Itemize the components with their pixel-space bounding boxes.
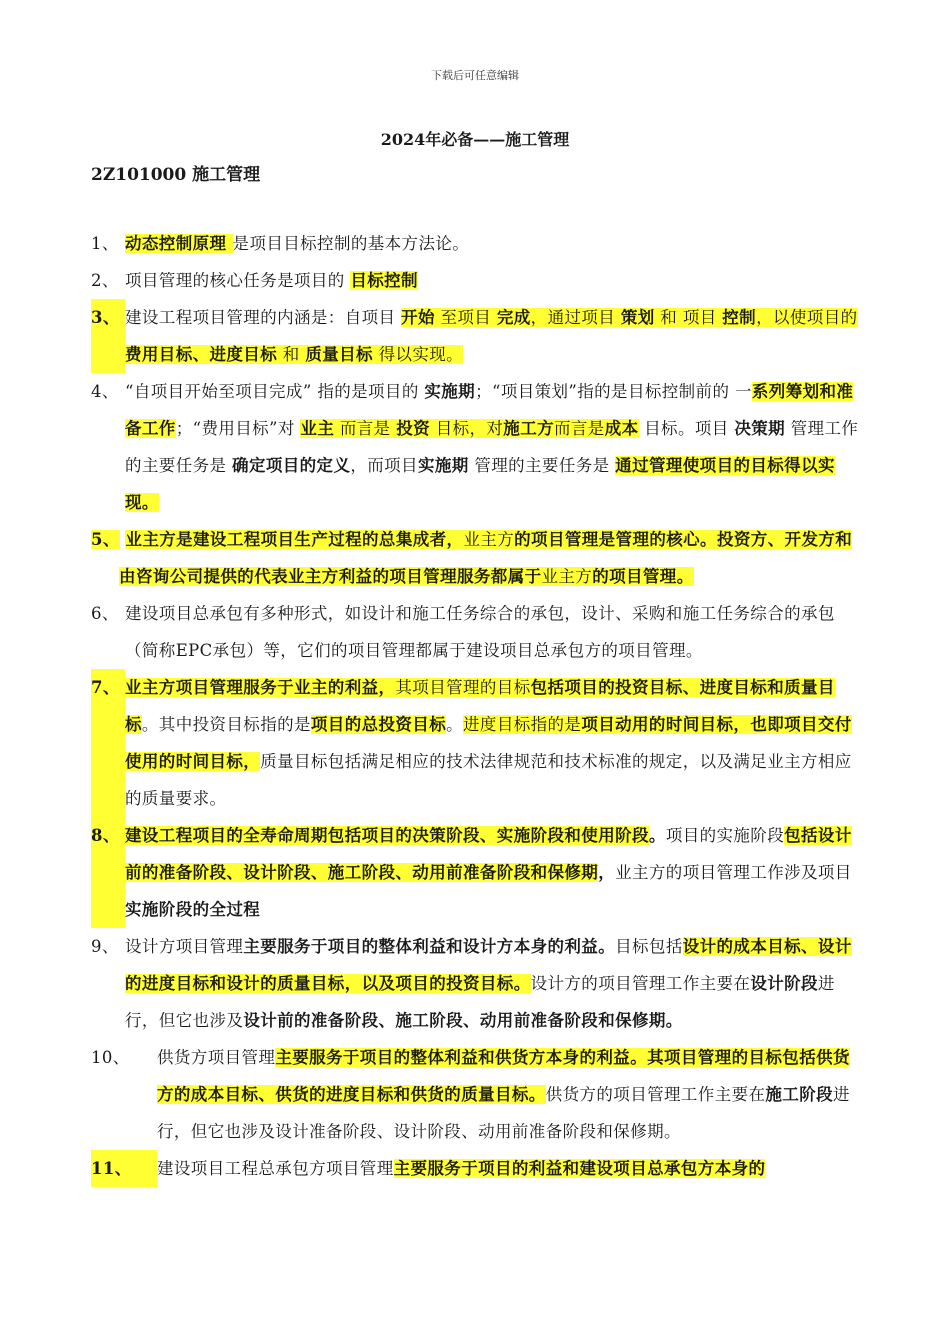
text-segment: ，通过项目 — [530, 308, 621, 327]
text-segment: 系列筹划和准备工作 — [125, 382, 854, 438]
text-segment: 业主方 — [541, 567, 593, 586]
item-list — [91, 225, 861, 1187]
text-segment: 包括设计前的准备阶段、设计阶段、施工阶段、动用前准备阶段和保修期 — [125, 826, 852, 882]
text-segment: 是项目目标控制的基本方法论。 — [232, 234, 470, 253]
text-segment: ；“费用目标”对 — [175, 419, 301, 438]
text-segment: 成本 — [604, 419, 639, 438]
text-segment: ， — [598, 863, 616, 882]
text-segment: 主要服务于项目的整体利益和设计方本身的利益。 — [243, 937, 616, 956]
item-number: 4、 — [91, 382, 119, 401]
text-segment: 动态控制原理 — [125, 234, 233, 253]
text-segment: 费用目标、进度目标 — [125, 345, 278, 364]
item-number: 8、 — [91, 817, 125, 928]
header-note: 下载后可任意编辑 — [431, 69, 519, 82]
item-text — [125, 373, 861, 521]
text-segment: 质量目标包括满足相应的技术法律规范和技术标准的规定，以及满足业主方相应的质量要求。 — [125, 752, 852, 808]
list-item-10 — [91, 1039, 861, 1150]
text-segment: 建设工程项目的全寿命周期包括项目的决策阶段、实施阶段和使用阶段 — [125, 826, 649, 845]
text-segment: 设计阶段 — [750, 974, 818, 993]
text-segment: 供货方项目管理 — [157, 1048, 276, 1067]
text-segment: 和 — [277, 345, 306, 364]
item-text — [125, 817, 861, 928]
item-number: 9、 — [91, 937, 119, 956]
text-segment: 进度目标指的是 — [463, 715, 582, 734]
item-number: 10、 — [91, 1048, 130, 1067]
text-segment: 业主方是建设工程项目生产过程的总集成者， — [125, 530, 464, 549]
item-text — [125, 669, 861, 817]
text-segment: 控制 — [722, 308, 757, 327]
text-segment: 项目的实施阶段 — [665, 826, 785, 845]
text-segment: 实施期 — [417, 456, 469, 475]
text-segment: 的项目管理是管理的核心。投资方、开发方和由咨询公司提供的代表业主方利益的项目管理服务都属于 — [119, 530, 853, 586]
text-segment: 建设项目总承包有多种形式，如设计和施工任务综合的承包，设计、采购和施工任务综合的承包（简称EPC承包）等，它们的项目管理都属于建设项目总承包方的项目管理。 — [125, 604, 835, 660]
text-segment: 实施阶段的全过程 — [125, 900, 261, 919]
item-number: 11、 — [91, 1150, 157, 1187]
text-segment: 供货方的项目管理工作主要在 — [545, 1085, 766, 1104]
item-text — [119, 530, 852, 586]
document-title: 2024年必备——施工管理 — [380, 130, 570, 149]
item-text — [125, 262, 861, 299]
text-segment: 完成 — [496, 308, 531, 327]
text-segment: 项目动用的时间目标，也即项目交付使用的时间目标， — [125, 715, 852, 771]
text-segment: 得以实现。 — [372, 345, 464, 364]
item-text — [157, 1039, 861, 1150]
text-segment: 设计前的准备阶段、施工阶段、动用前准备阶段和保修期。 — [243, 1011, 683, 1030]
item-number: 7、 — [91, 669, 125, 817]
text-segment: 主要服务于项目的整体利益和供货方本身的利益。其项目管理的目标包括供货方的成本目标、供货的进度目标和供货的质量目标。 — [157, 1048, 850, 1104]
text-segment: 业主方项目管理服务于业主的利益， — [125, 678, 396, 697]
text-segment: 管理的主要任务是 — [468, 456, 616, 475]
list-item-3 — [91, 299, 861, 373]
text-segment: 施工阶段 — [765, 1085, 834, 1104]
list-item-5 — [91, 521, 861, 595]
text-segment: 设计的成本目标、设计的进度目标和设计的质量目标，以及项目的投资目标。 — [125, 937, 852, 993]
text-segment: 建设工程项目管理的内涵是：自项目 — [125, 308, 402, 327]
list-item-7 — [91, 669, 861, 817]
text-segment: 质量目标 — [305, 345, 373, 364]
item-number: 1、 — [91, 234, 119, 253]
text-segment: ，以使项目的 — [756, 308, 858, 327]
text-segment: 管理工作的主要任务是 — [125, 419, 859, 475]
text-segment: 设计方的项目管理工作主要在 — [530, 974, 751, 993]
text-segment: 至项目 — [434, 308, 497, 327]
text-segment: 。 — [446, 715, 464, 734]
text-segment: 业主 — [300, 419, 335, 438]
text-segment: 目标包括 — [615, 937, 683, 956]
list-item-6 — [91, 595, 861, 669]
text-segment: 通过管理使项目的目标得以实现。 — [125, 456, 835, 512]
text-segment: 施工方 — [503, 419, 554, 438]
list-item-9 — [91, 928, 861, 1039]
text-segment: 包括项目的投资目标、进度目标和质量目标 — [125, 678, 835, 734]
text-segment: 的项目管理。 — [592, 567, 694, 586]
text-segment: 其项目管理的目标 — [395, 678, 531, 697]
item-number: 6、 — [91, 604, 119, 623]
text-segment: ，而项目 — [350, 456, 418, 475]
text-segment: 建设项目工程总承包方项目管理 — [157, 1159, 394, 1178]
list-item-1 — [91, 225, 861, 262]
item-text — [125, 595, 861, 669]
item-number: 3、 — [91, 299, 125, 373]
text-segment: 确定项目的定义 — [232, 456, 351, 475]
text-segment: 业主方的项目管理工作涉及项目 — [615, 863, 852, 882]
text-segment: 。 — [648, 826, 666, 845]
text-segment: 实施期 — [424, 382, 476, 401]
text-segment: 而言是 — [334, 419, 397, 438]
item-text — [125, 225, 861, 262]
item-text — [125, 299, 861, 373]
text-segment: 和 项目 — [654, 308, 723, 327]
text-segment: 决策期 — [734, 419, 786, 438]
item-number: 2、 — [91, 271, 119, 290]
list-item-2 — [91, 262, 861, 299]
item-number: 5、 — [91, 530, 120, 549]
text-segment: 投资 — [396, 419, 431, 438]
list-item-4 — [91, 373, 861, 521]
text-segment: 目标，对 — [430, 419, 504, 438]
text-segment: 设计方项目管理 — [125, 937, 244, 956]
text-segment: “自项目开始至项目完成” 指的是项目的 — [125, 382, 425, 401]
text-segment: 。其中投资目标指的是 — [141, 715, 311, 734]
item-text — [157, 1150, 861, 1187]
item-text — [125, 928, 861, 1039]
text-segment: 目标控制 — [350, 271, 418, 290]
text-segment: 主要服务于项目的利益和建设项目总承包方本身的 — [393, 1159, 766, 1178]
text-segment: ；“项目策划”指的是目标控制前的 一 — [475, 382, 752, 401]
text-segment: 项目管理的核心任务是项目的 — [125, 271, 351, 290]
text-segment: 目标。项目 — [638, 419, 735, 438]
text-segment: 业主方 — [463, 530, 515, 549]
text-segment: 而言是 — [554, 419, 605, 438]
list-item-8 — [91, 817, 861, 928]
text-segment: 策划 — [620, 308, 655, 327]
text-segment: 开始 — [401, 308, 435, 327]
text-segment: 项目的总投资目标 — [310, 715, 447, 734]
text-segment: 进行，但它也涉及设计准备阶段、设计阶段、动用前准备阶段和保修期。 — [157, 1085, 850, 1141]
list-item-11 — [91, 1150, 861, 1187]
section-code: 2Z101000 施工管理 — [91, 165, 261, 185]
text-segment: 进行，但它也涉及 — [125, 974, 835, 1030]
